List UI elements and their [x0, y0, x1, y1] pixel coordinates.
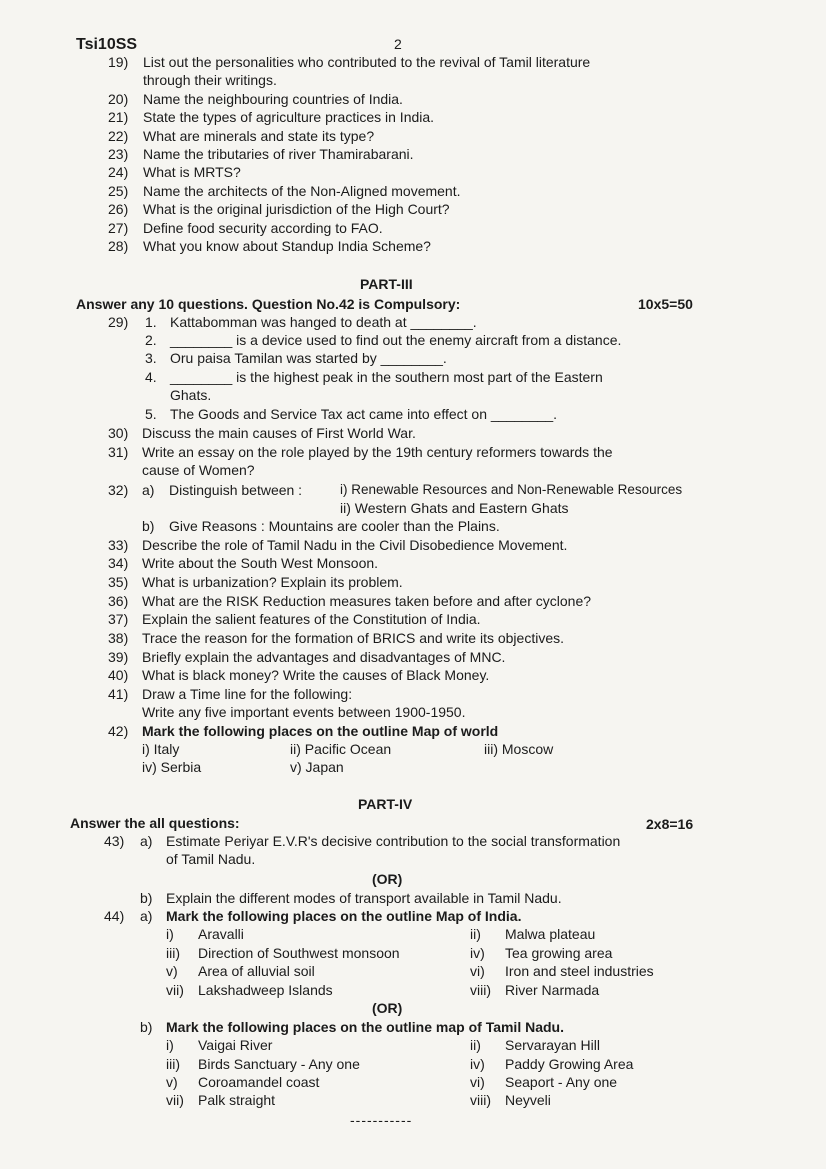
question-number: 43) [104, 833, 125, 849]
question-text: Mark the following places on the outline map of Tamil Nadu. [166, 1019, 564, 1035]
map-place: Vaigai River [198, 1037, 273, 1053]
map-place: Aravalli [198, 926, 244, 942]
question-number: 27) [108, 220, 129, 236]
question-text: Explain the salient features of the Constitution of India. [142, 611, 481, 627]
place-number: vi) [470, 1074, 485, 1090]
question-text: of Tamil Nadu. [166, 851, 256, 867]
question-text: Mark the following places on the outline Map of India. [166, 908, 522, 924]
question-number: 29) [108, 314, 129, 330]
place-number: v) [166, 963, 178, 979]
question-number: 24) [108, 164, 129, 180]
question-number: 19) [108, 54, 129, 70]
section-marks: 10x5=50 [638, 296, 693, 312]
sub-label: b) [140, 1019, 153, 1035]
map-place: Lakshadweep Islands [198, 982, 333, 998]
question-text: State the types of agriculture practices in India. [143, 109, 435, 125]
sub-text: Kattabomman was hanged to death at ________. [170, 314, 477, 330]
or-divider: (OR) [372, 1000, 403, 1016]
map-place: v) Japan [290, 759, 344, 775]
map-place: Iron and steel industries [505, 963, 654, 979]
place-number: vii) [166, 1092, 184, 1108]
sub-label: b) [140, 890, 153, 906]
map-place: River Narmada [505, 982, 600, 998]
question-number: 20) [108, 91, 129, 107]
question-text: What is black money? Write the causes of Black Money. [142, 667, 490, 683]
place-number: i) [166, 1037, 174, 1053]
sub-number: 1. [145, 314, 157, 330]
map-place: Birds Sanctuary - Any one [198, 1056, 360, 1072]
question-number: 22) [108, 128, 129, 144]
map-place: Area of alluvial soil [198, 963, 315, 979]
sub-text: ________ is the highest peak in the southern most part of the Eastern [170, 369, 603, 385]
map-place: Tea growing area [505, 945, 613, 961]
map-place: Coroamandel coast [198, 1074, 320, 1090]
question-text: Name the architects of the Non-Aligned movement. [143, 183, 461, 199]
map-place: Direction of Southwest monsoon [198, 945, 400, 961]
question-number: 34) [108, 555, 129, 571]
question-text: Trace the reason for the formation of BRICS and write its objectives. [142, 630, 565, 646]
end-dashes: ----------- [350, 1112, 413, 1128]
section-instruction: Answer the all questions: [70, 815, 240, 831]
question-number: 35) [108, 574, 129, 590]
section-marks: 2x8=16 [646, 816, 694, 832]
question-text: What are the RISK Reduction measures taken before and after cyclone? [142, 593, 592, 609]
place-number: iv) [470, 945, 485, 961]
question-number: 42) [108, 723, 129, 739]
sub-number: 4. [145, 369, 157, 385]
question-number: 44) [104, 908, 125, 924]
question-number: 32) [108, 482, 129, 498]
question-text: List out the personalities who contributed to the revival of Tamil literature [143, 54, 591, 70]
question-text: Explain the different modes of transport available in Tamil Nadu. [166, 890, 562, 906]
question-number: 39) [108, 649, 129, 665]
question-number: 36) [108, 593, 129, 609]
question-text: What is MRTS? [143, 164, 241, 180]
part-title: PART-IV [358, 796, 413, 812]
question-number: 40) [108, 667, 129, 683]
map-place: Neyveli [505, 1092, 551, 1108]
map-place: i) Italy [142, 741, 180, 757]
question-text: Give Reasons : Mountains are cooler than the Plains. [169, 518, 500, 534]
question-text: Briefly explain the advantages and disadvantages of MNC. [142, 649, 506, 665]
sub-label: a) [142, 482, 155, 498]
question-text: through their writings. [143, 72, 277, 88]
question-number: 37) [108, 611, 129, 627]
place-number: ii) [470, 1037, 481, 1053]
map-place: iv) Serbia [142, 759, 202, 775]
place-number: viii) [470, 982, 491, 998]
question-text: Write an essay on the role played by the 19th century reformers towards the [142, 444, 613, 460]
question-number: 23) [108, 146, 129, 162]
question-text: Write about the South West Monsoon. [142, 555, 379, 571]
question-number: 33) [108, 537, 129, 553]
question-number: 25) [108, 183, 129, 199]
question-number: 38) [108, 630, 129, 646]
part-title: PART-III [360, 276, 413, 292]
option-text: i) Renewable Resources and Non-Renewable Resources [340, 482, 683, 497]
question-number: 30) [108, 425, 129, 441]
place-number: iii) [166, 945, 180, 961]
question-number: 21) [108, 109, 129, 125]
paper-code: Tsi10SS [76, 36, 138, 53]
question-number: 26) [108, 201, 129, 217]
question-number: 28) [108, 238, 129, 254]
place-number: i) [166, 926, 174, 942]
map-place: Servarayan Hill [505, 1037, 600, 1053]
question-text: Write any five important events between 1900-1950. [142, 704, 466, 720]
place-number: vii) [166, 982, 184, 998]
question-text: What is urbanization? Explain its problem. [142, 574, 403, 590]
question-text: Describe the role of Tamil Nadu in the Civil Disobedience Movement. [142, 537, 568, 553]
sub-text: Oru paisa Tamilan was started by ________. [170, 350, 447, 366]
sub-label: b) [142, 518, 155, 534]
question-text: Discuss the main causes of First World War. [142, 425, 416, 441]
sub-number: 5. [145, 406, 157, 422]
question-text: Define food security according to FAO. [143, 220, 383, 236]
sub-text: ________ is a device used to find out the enemy aircraft from a distance. [170, 332, 622, 348]
question-text: Estimate Periyar E.V.R's decisive contribution to the social transformation [166, 833, 621, 849]
question-text: cause of Women? [142, 462, 255, 478]
page-number: 2 [394, 36, 402, 52]
sub-text: The Goods and Service Tax act came into effect on ________. [170, 406, 558, 422]
question-text: What are minerals and state its type? [143, 128, 375, 144]
question-text: Draw a Time line for the following: [142, 686, 353, 702]
sub-label: a) [140, 833, 153, 849]
map-place: iii) Moscow [484, 741, 554, 757]
map-place: Malwa plateau [505, 926, 596, 942]
question-text: Mark the following places on the outline Map of world [142, 723, 499, 739]
place-number: iv) [470, 1056, 485, 1072]
map-place: Seaport - Any one [505, 1074, 618, 1090]
place-number: iii) [166, 1056, 180, 1072]
place-number: viii) [470, 1092, 491, 1108]
or-divider: (OR) [372, 871, 403, 887]
question-text: Name the neighbouring countries of India. [143, 91, 403, 107]
question-text: What you know about Standup India Scheme? [143, 238, 431, 254]
question-text: Distinguish between : [169, 482, 303, 498]
question-text: What is the original jurisdiction of the High Court? [143, 201, 450, 217]
map-place: Paddy Growing Area [505, 1056, 634, 1072]
place-number: vi) [470, 963, 485, 979]
sub-number: 3. [145, 350, 157, 366]
option-text: ii) Western Ghats and Eastern Ghats [340, 500, 569, 516]
question-text: Name the tributaries of river Thamirabarani. [143, 146, 414, 162]
sub-label: a) [140, 908, 153, 924]
section-instruction: Answer any 10 questions. Question No.42 is Compulsory: [76, 296, 461, 312]
sub-number: 2. [145, 332, 157, 348]
map-place: Palk straight [198, 1092, 276, 1108]
sub-text: Ghats. [170, 387, 212, 403]
map-place: ii) Pacific Ocean [290, 741, 392, 757]
place-number: v) [166, 1074, 178, 1090]
place-number: ii) [470, 926, 481, 942]
question-number: 41) [108, 686, 129, 702]
question-number: 31) [108, 444, 129, 460]
